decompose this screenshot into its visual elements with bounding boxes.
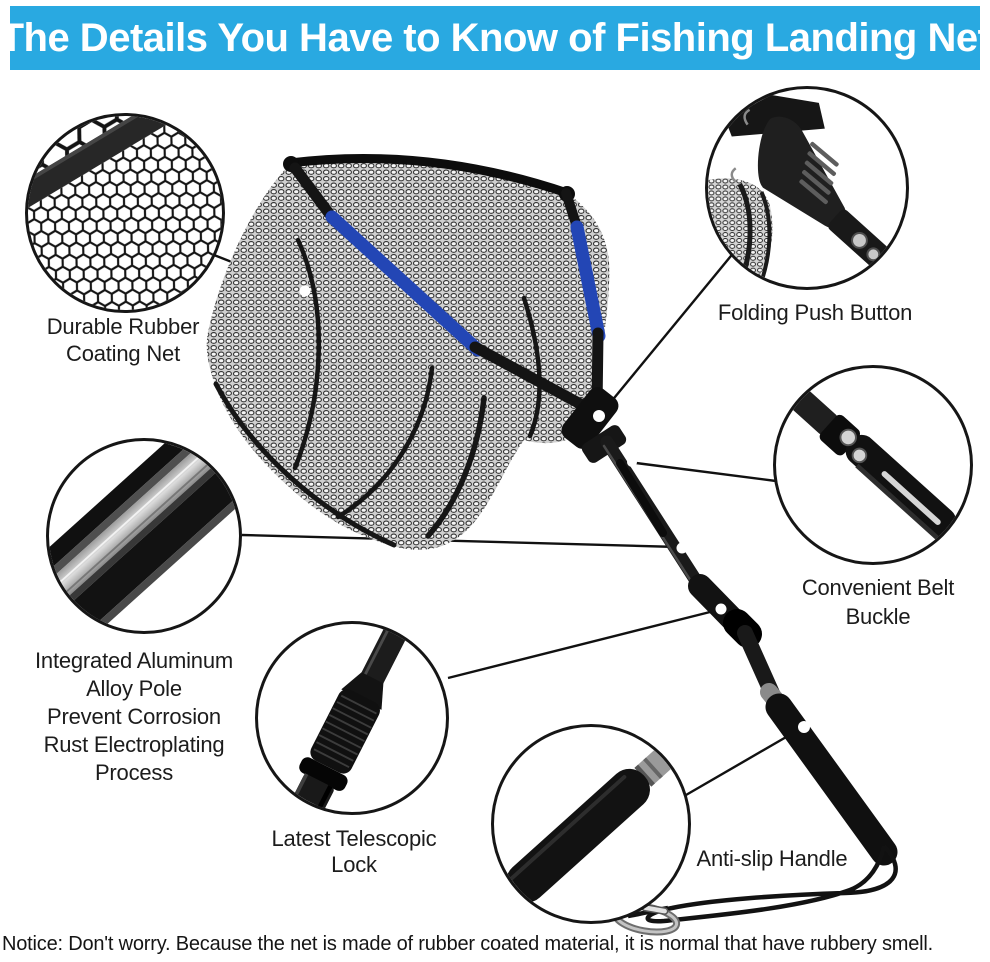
page-title: The Details You Have to Know of Fishing Landing Net: [0, 15, 990, 60]
handle-detail-circle: [491, 724, 691, 924]
belt-clip-closeup-icon: [776, 368, 970, 562]
label-convenient-belt-buckle: Convenient Belt Buckle: [801, 575, 955, 629]
net-mesh: [207, 157, 610, 549]
leader-belt-buckle: [636, 463, 776, 481]
belt-buckle-detail-circle: [773, 365, 973, 565]
foam-handle-closeup-icon: [494, 727, 688, 921]
telescopic-lock-closeup-icon: [258, 624, 446, 812]
leader-handle: [686, 729, 800, 795]
label-anti-slip-handle: Anti-slip Handle: [696, 846, 848, 871]
header-banner: [0, 6, 990, 70]
folding-mechanism-closeup-icon: [708, 89, 906, 287]
label-durable-rubber-coating-net: Durable Rubber Coating Net: [46, 314, 200, 366]
leader-aluminum-pole: [242, 535, 678, 547]
label-integrated-aluminum-alloy-pole: Integrated Aluminum Alloy Pole Prevent Corrosion Rust Electroplating Process: [35, 648, 233, 785]
label-latest-telescopic-lock: Latest Telescopic Lock: [271, 826, 437, 877]
label-folding-push-button: Folding Push Button: [717, 300, 913, 325]
telescopic-lock-detail-circle: [255, 621, 449, 815]
leader-push-button: [601, 251, 735, 414]
notice-text: Notice: Don't worry. Because the net is made of rubber coated material, it is normal that have rubbery smell.: [2, 933, 933, 955]
aluminum-pole-closeup-icon: [49, 441, 239, 631]
mesh-closeup-icon: [28, 116, 222, 310]
leader-telescopic-lock: [448, 610, 718, 678]
foam-handle: [779, 707, 884, 852]
net-mesh-detail-circle: [25, 113, 225, 313]
aluminum-pole-detail-circle: [46, 438, 242, 634]
belt-clip: [620, 463, 663, 533]
push-button-detail-circle: [705, 86, 909, 290]
